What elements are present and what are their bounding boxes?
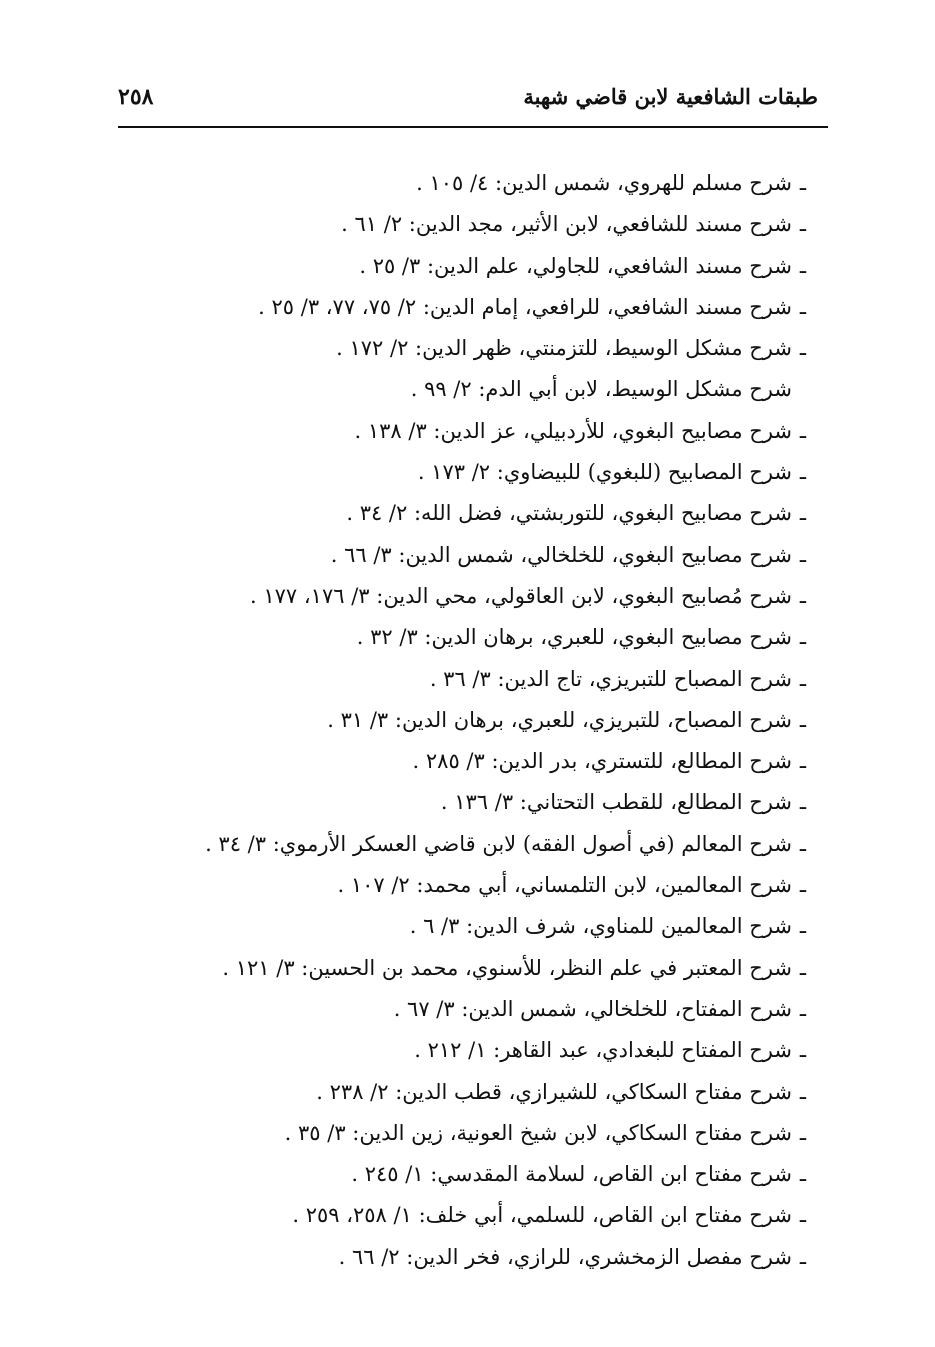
index-entry	[150, 411, 806, 452]
index-entry	[150, 452, 806, 493]
index-entry-list	[150, 163, 806, 1278]
index-entry	[150, 246, 806, 287]
entry-text: شرح المصباح، للتبريزي، للعبري، برهان الدين: ٣/ ٣١ .	[327, 707, 792, 732]
entry-dash: ـ	[799, 666, 806, 691]
index-entry	[150, 989, 806, 1030]
entry-dash: ـ	[799, 955, 806, 980]
index-entry	[150, 369, 806, 410]
entry-text: شرح مشكل الوسيط، للتزمنتي، ظهر الدين: ٢/ ١٧٢ .	[336, 336, 792, 361]
header-rule	[118, 126, 828, 128]
index-entry	[150, 1154, 806, 1195]
entry-dash: ـ	[799, 873, 806, 898]
index-entry	[150, 617, 806, 658]
entry-dash: ـ	[799, 1162, 806, 1187]
page-number: ٢٥٨	[118, 84, 154, 110]
entry-dash: ـ	[799, 749, 806, 774]
index-entry	[110, 824, 806, 865]
index-entry	[150, 1030, 806, 1071]
entry-text: شرح مفتاح السكاكي، لابن شيخ العونية، زين الدين: ٣/ ٣٥ .	[284, 1120, 792, 1145]
index-entry	[150, 204, 806, 245]
entry-dash: ـ	[799, 914, 806, 939]
entry-text: شرح مُصابيح البغوي، لابن العاقولي، محي الدين: ٣/ ١٧٦، ١٧٧ .	[250, 583, 792, 608]
entry-text: شرح مصابيح البغوي، للخلخالي، شمس الدين: ٣/ ٦٦ .	[330, 542, 792, 567]
entry-dash: ـ	[799, 1038, 806, 1063]
entry-dash: ـ	[799, 707, 806, 732]
entry-text: شرح مسند للشافعي، لابن الأثير، مجد الدين: ٢/ ٦١ .	[341, 212, 792, 237]
entry-dash: ـ	[799, 460, 806, 485]
entry-text: شرح مسند الشافعي، للجاولي، علم الدين: ٣/ ٢٥ .	[359, 253, 792, 278]
entry-dash: ـ	[799, 831, 806, 856]
index-entry	[110, 948, 806, 989]
index-entry	[150, 906, 806, 947]
entry-text: شرح المعالم (في أصول الفقه) لابن قاضي العسكر الأرموي: ٣/ ٣٤ .	[205, 831, 792, 856]
entry-dash: ـ	[799, 1120, 806, 1145]
entry-text: شرح مفصل الزمخشري، للرازي، فخر الدين: ٢/ ٦٦ .	[338, 1244, 792, 1269]
entry-text: شرح مفتاح ابن القاص، لسلامة المقدسي: ١/ ٢٤٥ .	[351, 1162, 792, 1187]
entry-dash: ـ	[799, 501, 806, 526]
entry-dash: ـ	[799, 212, 806, 237]
entry-text: شرح مصابيح البغوي، للعبري، برهان الدين: ٣/ ٣٢ .	[356, 625, 792, 650]
index-entry	[150, 741, 806, 782]
index-entry	[150, 493, 806, 534]
entry-text: شرح المصباح للتبريزي، تاج الدين: ٣/ ٣٦ .	[429, 666, 792, 691]
entry-text: شرح المفتاح، للخلخالي، شمس الدين: ٣/ ٦٧ .	[393, 996, 792, 1021]
entry-dash: ـ	[799, 996, 806, 1021]
page-header	[118, 84, 818, 124]
entry-dash: ـ	[799, 625, 806, 650]
index-entry	[150, 1113, 806, 1154]
entry-dash: ـ	[799, 171, 806, 195]
entry-dash: ـ	[799, 1203, 806, 1228]
entry-text: شرح مسند الشافعي، للرافعي، إمام الدين: ٢/ ٧٥، ٧٧، ٣/ ٢٥ .	[258, 294, 792, 319]
index-entry	[150, 659, 806, 700]
index-entry	[150, 1195, 806, 1236]
entry-dash: ـ	[799, 253, 806, 278]
running-title: طبقات الشافعية لابن قاضي شهبة	[523, 84, 818, 109]
entry-dash: ـ	[799, 1244, 806, 1269]
entry-text: شرح مفتاح السكاكي، للشيرازي، قطب الدين: ٢/ ٢٣٨ .	[316, 1079, 792, 1104]
entry-text: شرح المعالمين، لابن التلمساني، أبي محمد: ٢/ ١٠٧ .	[337, 873, 792, 898]
entry-text: شرح المطالع، للتستري، بدر الدين: ٣/ ٢٨٥ .	[412, 749, 792, 774]
entry-text: شرح مصابيح البغوي، للتوربشتي، فضل الله: ٢/ ٣٤ .	[346, 501, 792, 526]
entry-text: شرح مفتاح ابن القاص، للسلمي، أبي خلف: ١/ ٢٥٨، ٢٥٩ .	[292, 1203, 792, 1228]
entry-dash: ـ	[799, 336, 806, 361]
entry-dash: ـ	[799, 294, 806, 319]
entry-text: شرح مشكل الوسيط، لابن أبي الدم: ٢/ ٩٩ .	[410, 377, 792, 402]
index-entry	[150, 1072, 806, 1113]
index-entry	[150, 700, 806, 741]
entry-dash: ـ	[799, 542, 806, 567]
entry-text: شرح مسلم للهروي، شمس الدين: ٤/ ١٠٥ .	[416, 171, 792, 195]
index-entry	[110, 576, 806, 617]
entry-text: شرح مصابيح البغوي، للأردبيلي، عز الدين: ٣/ ١٣٨ .	[354, 418, 792, 443]
index-entry	[150, 328, 806, 369]
index-entry	[150, 782, 806, 823]
entry-text: شرح المفتاح للبغدادي، عبد القاهر: ١/ ٢١٢ .	[414, 1038, 792, 1063]
index-entry	[150, 1237, 806, 1278]
entry-text: شرح المطالع، للقطب التحتاني: ٣/ ١٣٦ .	[440, 790, 792, 815]
index-entry	[110, 287, 806, 328]
index-entry	[150, 865, 806, 906]
entry-dash: ـ	[799, 1079, 806, 1104]
index-entry	[150, 535, 806, 576]
entry-text: شرح المصابيح (للبغوي) للبيضاوي: ٢/ ١٧٣ .	[417, 460, 792, 485]
entry-dash: ـ	[799, 418, 806, 443]
entry-text: شرح المعالمين للمناوي، شرف الدين: ٣/ ٦ .	[409, 914, 792, 939]
entry-dash: ـ	[799, 790, 806, 815]
index-entry	[150, 163, 806, 204]
entry-dash: ـ	[799, 583, 806, 608]
entry-text: شرح المعتبر في علم النظر، للأسنوي، محمد بن الحسين: ٣/ ١٢١ .	[222, 955, 792, 980]
